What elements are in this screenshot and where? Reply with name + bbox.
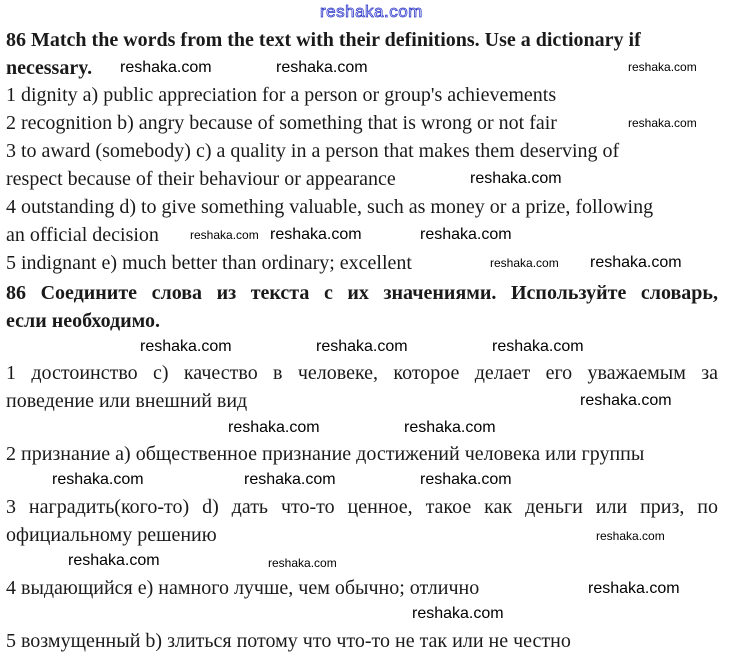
watermark: reshaka.com [420, 226, 512, 243]
exercise-heading-ru: 86 Соедините слова из текста с их значениями. Используйте словарь, [6, 282, 718, 304]
watermark: reshaka.com [244, 471, 336, 488]
answer-line: поведение или внешний вид [6, 390, 248, 412]
exercise-heading-ru-cont: если необходимо. [6, 310, 161, 332]
definition-line: 5 indignant e) much better than ordinary; excellent [6, 252, 412, 274]
watermark: reshaka.com [588, 580, 680, 597]
watermark: reshaka.com [412, 605, 504, 622]
watermark: reshaka.com [590, 254, 682, 271]
watermark: reshaka.com [270, 226, 362, 243]
answer-line: 1 достоинство c) качество в человеке, которое делает его уважаемым за [6, 362, 718, 384]
exercise-heading-en-cont: necessary. [6, 57, 93, 79]
site-logo[interactable]: reshaka.com [320, 2, 423, 21]
watermark: reshaka.com [316, 338, 408, 355]
watermark: reshaka.com [52, 471, 144, 488]
definition-line: 3 to award (somebody) c) a quality in a person that makes them deserving of [6, 140, 620, 162]
watermark: reshaka.com [268, 556, 337, 570]
definition-line: 2 recognition b) angry because of something that is wrong or not fair [6, 112, 557, 134]
watermark: reshaka.com [68, 552, 160, 569]
exercise-heading-en: 86 Match the words from the text with their definitions. Use a dictionary if [6, 29, 641, 51]
definition-line: 1 dignity a) public appreciation for a person or group's achievements [6, 84, 557, 106]
watermark: reshaka.com [190, 228, 259, 242]
answer-line: 5 возмущенный b) злиться потому что что-то не так или не честно [6, 630, 571, 652]
answer-line: 4 выдающийся e) намного лучше, чем обычно; отлично [6, 577, 480, 599]
watermark: reshaka.com [628, 116, 697, 130]
watermark: reshaka.com [420, 471, 512, 488]
answer-line: 3 наградить(кого-то) d) дать что-то ценное, такое как деньги или приз, по [6, 496, 718, 518]
watermark: reshaka.com [628, 60, 697, 74]
watermark: reshaka.com [470, 170, 562, 187]
watermark: reshaka.com [276, 59, 368, 76]
definition-line: an official decision [6, 224, 159, 246]
watermark: reshaka.com [490, 256, 559, 270]
answer-line: 2 признание a) общественное признание достижений человека или группы [6, 443, 645, 465]
definition-line: 4 outstanding d) to give something valuable, such as money or a prize, following [6, 196, 654, 218]
watermark: reshaka.com [140, 338, 232, 355]
watermark: reshaka.com [404, 419, 496, 436]
watermark: reshaka.com [492, 338, 584, 355]
watermark: reshaka.com [596, 529, 665, 543]
watermark: reshaka.com [120, 59, 212, 76]
definition-line: respect because of their behaviour or appearance [6, 168, 396, 190]
watermark: reshaka.com [580, 392, 672, 409]
watermark: reshaka.com [228, 419, 320, 436]
answer-line: официальному решению [6, 524, 217, 546]
